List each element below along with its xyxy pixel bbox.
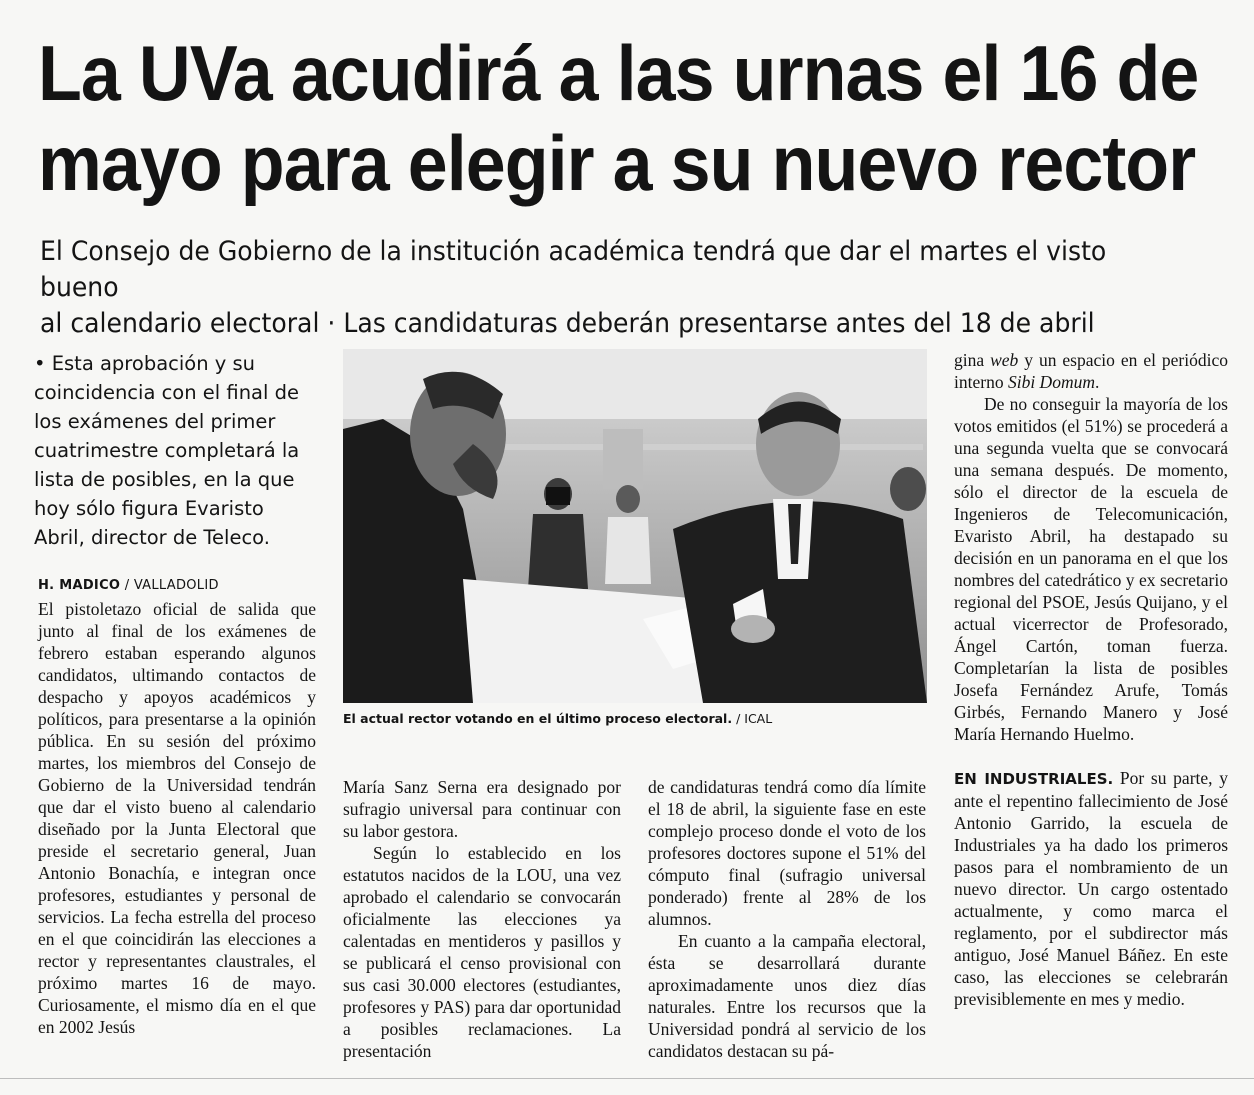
subheadline-line-1: El Consejo de Gobierno de la institución académica tendrá que dar el martes el visto bueno: [40, 236, 1107, 303]
bottom-rule: [0, 1078, 1254, 1079]
lead-paragraph: • Esta aprobación y su coincidencia con el final de los exámenes del primer cuatrimestre completará la lista de posibles, en la que hoy sólo figura Evaristo Abril, director de Teleco.: [34, 352, 300, 549]
section-kicker: EN INDUSTRIALES.: [954, 770, 1114, 788]
column-2-paragraph-2: Según lo establecido en los estatutos nacidos de la LOU, una vez aprobado el calendario se convocarán oficialmente las elecciones ya calentadas en mentideros y pasillos y se publicará el censo provisional con sus casi 30.000 electores (estudiantes, profesores y PAS) para dar oportunidad a posibles reclamaciones. La presentación: [343, 843, 621, 1061]
column-4-paragraph-2: De no conseguir la mayoría de los votos emitidos (el 51%) se procederá a una segunda vuelta que se convocará una semana después. De momento, sólo el director de la escuela de Ingenieros de Telecomunicación, Evaristo Abril, ha destapado su decisión en un panorama en el que los nombres del catedrático y ex secretario regional del PSOE, Jesús Quijano, y el actual vicerrector de Profesorado, Ángel Cartón, toman fuerza. Completarían la lista de posibles Josefa Fernández Arufe, Tomás Girbés, Fernando Manero y José María Hernando Huelmo.: [954, 394, 1228, 744]
column-4-paragraph-1: [954, 349, 1228, 393]
column-4-text: y un espacio en el periódico interno: [954, 350, 1228, 392]
column-4-emphasis-sibi-domum: Sibi Domum: [1007, 372, 1095, 392]
photo-caption: [343, 711, 927, 726]
column-4-paragraph-3: [954, 767, 1228, 1010]
subheadline-line-2: al calendario electoral · Las candidaturas deberán presentarse antes del 18 de abril: [40, 308, 1095, 339]
subheadline: [40, 234, 1147, 342]
column-1-paragraph-1: El pistoletazo oficial de salida que junto al final de los exámenes de febrero estaban esperando algunos candidatos, ultimando contactos de despacho y apoyos académicos y políticos, para presentarse a la opinión pública. En su sesión del próximo martes, los miembros del Consejo de Gobierno de la Universidad tendrán que dar el visto bueno al calendario diseñado por la Junta Electoral que preside el secretario general, Juan Antonio Bonachía, e integran once profesores, estudiantes y personal de servicios. La fecha estrella del proceso en el que coincidirán las elecciones a rector y representantes claustrales, el próximo martes 16 de mayo. Curiosamente, el mismo día en el que en 2002 Jesús: [38, 599, 316, 1037]
news-photo: [343, 349, 927, 703]
headline-line-2: mayo para elegir a su nuevo rector: [38, 119, 1196, 207]
headline-line-1: La UVa acudirá a las urnas el 16 de: [38, 29, 1199, 117]
column-4: [954, 349, 1228, 1010]
byline-author: H. MADICO: [38, 578, 121, 593]
byline-place: VALLADOLID: [133, 578, 219, 593]
column-4-emphasis-web: web: [990, 350, 1019, 370]
column-2: [343, 776, 621, 1062]
byline-separator: /: [120, 578, 134, 593]
byline: [38, 578, 219, 593]
column-4-paragraph-3-text: Por su parte, y ante el repentino fallecimiento de José Antonio Garrido, la escuela de Industriales ya ha dado los primeros pasos para el nombramiento de un nuevo director. Un cargo ostentado actualmente, y como marca el reglamento, por el subdirector más antiguo, José Manuel Báñez. En este caso, las elecciones se celebrarán previsiblemente en mes y medio.: [954, 768, 1228, 1009]
column-4-text: .: [1094, 372, 1100, 392]
column-2-paragraph-1: María Sanz Serna era designado por sufragio universal para continuar con su labor gestora.: [343, 777, 621, 841]
news-photo-image: [343, 349, 927, 703]
column-3-paragraph-1: de candidaturas tendrá como día límite el 18 de abril, la siguiente fase en este complejo proceso donde el voto de los profesores doctores supone el 51% del cómputo final (sufragio universal ponderado) frente al 28% de los alumnos.: [648, 777, 926, 929]
column-3-paragraph-2: En cuanto a la campaña electoral, ésta se desarrollará durante aproximadamente unos diez días naturales. Entre los recursos que la Universidad pondrá al servicio de los candidatos destacan su pá-: [648, 931, 926, 1061]
photo-credit: / ICAL: [732, 711, 773, 726]
column-3: [648, 776, 926, 1062]
column-4-text: gina: [954, 350, 991, 370]
column-1: [38, 598, 316, 1038]
headline: [38, 28, 1199, 208]
photo-caption-text: El actual rector votando en el último proceso electoral.: [343, 711, 733, 726]
